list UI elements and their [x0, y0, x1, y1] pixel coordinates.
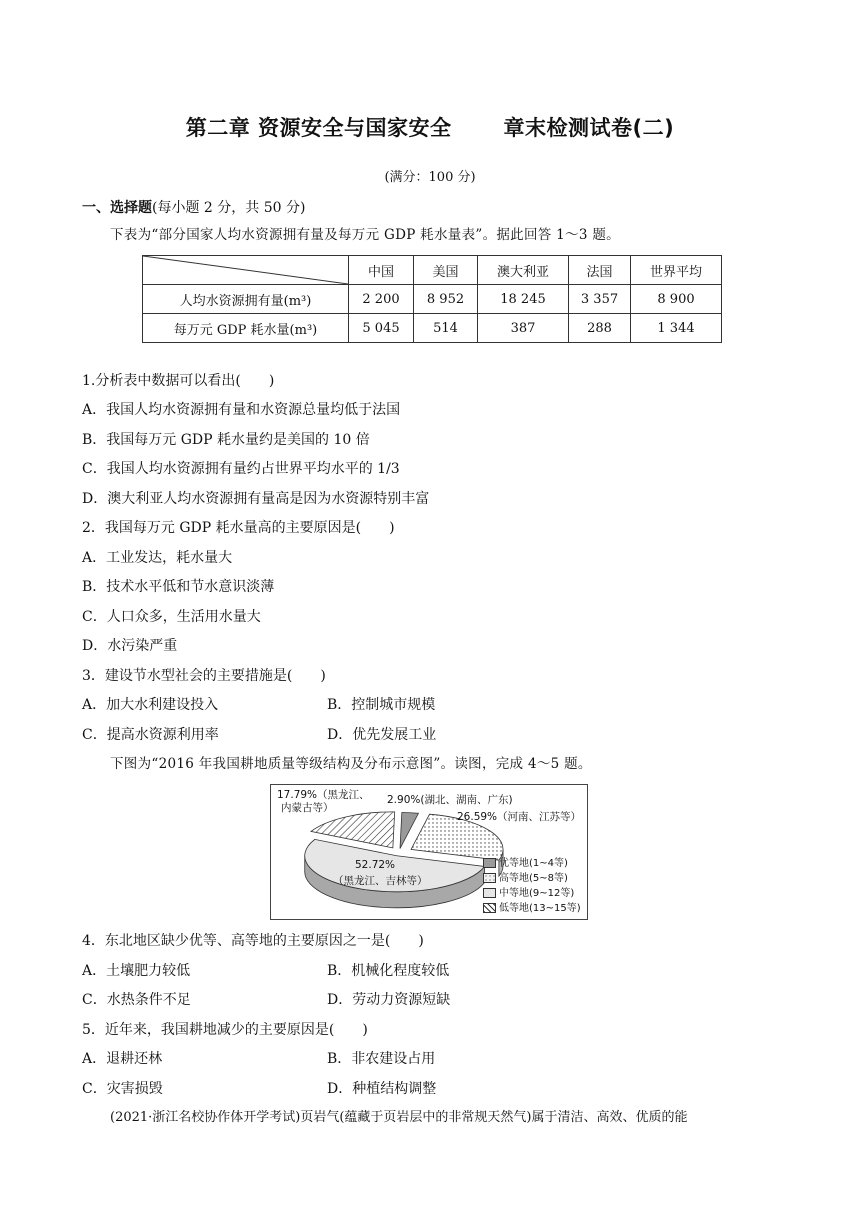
- table-cell: 288: [569, 314, 631, 343]
- question-4-option-b[interactable]: B．机械化程度较低: [327, 963, 450, 979]
- legend-label: 优等地(1~4等): [499, 858, 568, 869]
- legend-swatch: [483, 873, 496, 883]
- question-2-option-d[interactable]: D．水污染严重: [82, 638, 178, 654]
- section-note: (每小题 2 分，共 50 分): [152, 200, 306, 216]
- legend-label: 高等地(5~8等): [499, 873, 568, 884]
- table-header: 澳大利亚: [478, 256, 569, 285]
- question-1-option-b[interactable]: B．我国每万元 GDP 耗水量约是美国的 10 倍: [82, 432, 370, 448]
- question-5-option-b[interactable]: B．非农建设占用: [327, 1051, 436, 1067]
- table-cell: 1 344: [631, 314, 722, 343]
- table-header: 世界平均: [631, 256, 722, 285]
- legend-swatch: [483, 903, 496, 913]
- slice-sublabel-medium: （黑龙江、吉林等）: [333, 875, 428, 887]
- question-2-stem: 2．我国每万元 GDP 耗水量高的主要原因是( ): [82, 520, 395, 536]
- question-5-stem: 5．近年来，我国耕地减少的主要原因是( ): [82, 1022, 368, 1038]
- question-4-option-c[interactable]: C．水热条件不足: [82, 992, 191, 1008]
- title-chapter: 第二章 资源安全与国家安全: [185, 116, 452, 140]
- question-3-option-b[interactable]: B．控制城市规模: [327, 697, 436, 713]
- question-3-stem: 3．建设节水型社会的主要措施是( ): [82, 668, 326, 684]
- legend-swatch: [483, 888, 496, 898]
- question-1-option-c[interactable]: C．我国人均水资源拥有量约占世界平均水平的 1/3: [82, 461, 400, 477]
- table-header: 法国: [569, 256, 631, 285]
- slice-sublabel-low: 内蒙古等）: [281, 802, 334, 814]
- legend-label: 中等地(9~12等): [499, 888, 575, 899]
- page-title: [0, 112, 860, 142]
- legend-label: 低等地(13~15等): [499, 903, 581, 914]
- full-score: (满分：100 分): [384, 170, 476, 185]
- question-2-option-a[interactable]: A．工业发达，耗水量大: [82, 550, 233, 566]
- table-header: 中国: [349, 256, 414, 285]
- row-label: 人均水资源拥有量(m³): [143, 285, 349, 314]
- legend-item-excellent: [483, 854, 568, 869]
- question-5-option-a[interactable]: A．退耕还林: [82, 1051, 163, 1067]
- water-table: [142, 255, 722, 343]
- question-1-option-d[interactable]: D．澳大利亚人均水资源拥有量高是因为水资源特别丰富: [82, 491, 430, 507]
- table-cell: 2 200: [349, 285, 414, 314]
- question-3-option-d[interactable]: D．优先发展工业: [327, 727, 437, 743]
- question-4-option-a[interactable]: A．土壤肥力较低: [82, 963, 191, 979]
- question-5-option-c[interactable]: C．灾害损毁: [82, 1081, 163, 1097]
- legend-swatch: [483, 858, 496, 868]
- row-label: 每万元 GDP 耗水量(m³): [143, 314, 349, 343]
- table-header-row: [143, 256, 722, 285]
- diagonal-cell: [143, 256, 349, 285]
- intro-shale-gas: (2021·浙江名校协作体开学考试)页岩气(蕴藏于页岩层中的非常规天然气)属于清洁、高效、优质的能: [110, 1110, 688, 1125]
- question-2-option-b[interactable]: B．技术水平低和节水意识淡薄: [82, 579, 275, 595]
- intro-table: 下表为“部分国家人均水资源拥有量及每万元 GDP 耗水量表”。据此回答 1～3 题。: [110, 227, 620, 243]
- question-3-option-c[interactable]: C．提高水资源利用率: [82, 727, 219, 743]
- pie-chart-figure: [270, 784, 588, 920]
- question-5-option-d[interactable]: D．种植结构调整: [327, 1081, 437, 1097]
- question-1-option-a[interactable]: A．我国人均水资源拥有量和水资源总量均低于法国: [82, 402, 401, 418]
- table-row: [143, 314, 722, 343]
- title-test: 章末检测试卷(二): [503, 116, 675, 140]
- question-3-option-a[interactable]: A．加大水利建设投入: [82, 697, 219, 713]
- slice-label-low: 17.79%（黑龙江、: [277, 789, 370, 801]
- table-cell: 8 952: [414, 285, 478, 314]
- table-cell: 3 357: [569, 285, 631, 314]
- diagonal-line: [143, 256, 348, 284]
- legend-item-high: [483, 869, 568, 884]
- table-cell: 18 245: [478, 285, 569, 314]
- section-label: 一、选择题: [82, 200, 152, 216]
- question-4-option-d[interactable]: D．劳动力资源短缺: [327, 992, 451, 1008]
- table-cell: 514: [414, 314, 478, 343]
- table-header: 美国: [414, 256, 478, 285]
- slice-label-high: 26.59%（河南、江苏等）: [457, 811, 582, 823]
- question-1-stem: 1.分析表中数据可以看出( ): [82, 373, 275, 389]
- slice-label-excellent: 2.90%(湖北、湖南、广东): [387, 794, 513, 806]
- intro-figure: 下图为“2016 年我国耕地质量等级结构及分布示意图”。读图，完成 4～5 题。: [110, 756, 592, 772]
- question-4-stem: 4．东北地区缺少优等、高等地的主要原因之一是( ): [82, 933, 424, 949]
- question-2-option-c[interactable]: C．人口众多，生活用水量大: [82, 609, 261, 625]
- legend-item-medium: [483, 884, 574, 899]
- table-cell: 5 045: [349, 314, 414, 343]
- legend-item-low: [483, 899, 581, 914]
- slice-label-medium: 52.72%: [355, 859, 396, 871]
- table-row: [143, 285, 722, 314]
- section-heading: [82, 197, 305, 217]
- table-cell: 8 900: [631, 285, 722, 314]
- table-cell: 387: [478, 314, 569, 343]
